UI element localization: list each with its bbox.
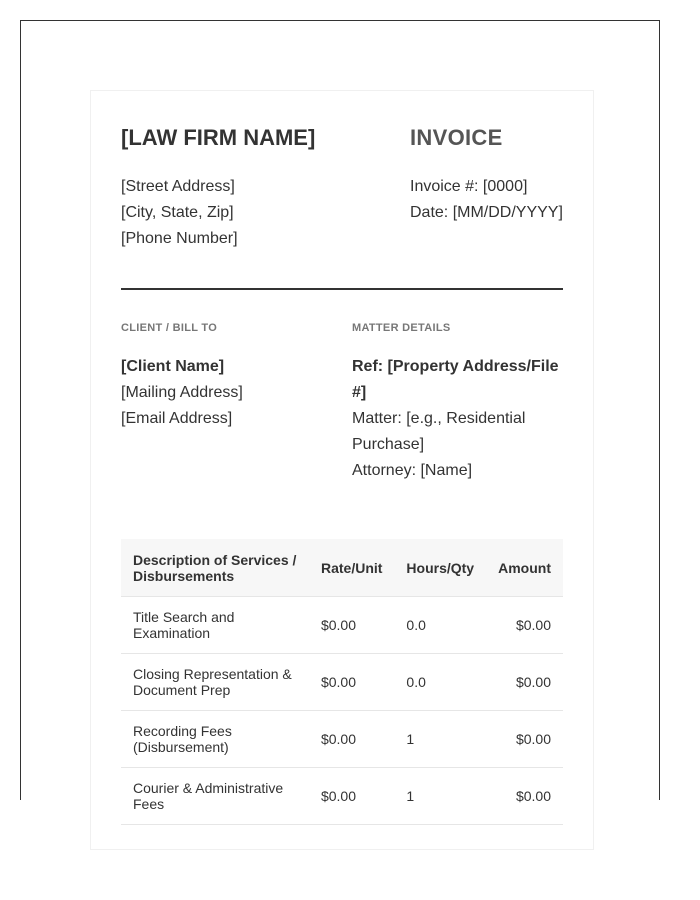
table-row	[121, 768, 563, 825]
table-row	[121, 654, 563, 711]
row-description: Closing Representation & Document Prep	[121, 654, 309, 711]
row-amount: $0.00	[486, 768, 563, 825]
firm-name: [LAW FIRM NAME]	[121, 125, 316, 150]
row-qty: 1	[394, 711, 486, 768]
invoice-date: Date: [MM/DD/YYYY]	[410, 204, 563, 221]
row-qty: 1	[394, 768, 486, 825]
row-rate: $0.00	[309, 654, 394, 711]
client-email: [Email Address]	[121, 410, 233, 427]
matter-attorney: Attorney: [Name]	[352, 462, 473, 479]
row-amount: $0.00	[486, 654, 563, 711]
matter-section-label: MATTER DETAILS	[352, 322, 451, 334]
invoice-number: Invoice #: [0000]	[410, 178, 528, 195]
client-block	[121, 354, 243, 432]
client-mailing: [Mailing Address]	[121, 384, 243, 401]
row-qty: 0.0	[394, 654, 486, 711]
row-amount: $0.00	[486, 597, 563, 654]
services-table	[121, 539, 563, 825]
client-section-label: CLIENT / BILL TO	[121, 322, 218, 334]
document-viewport	[20, 20, 660, 812]
matter-block	[352, 354, 567, 484]
table-row	[121, 597, 563, 654]
row-description: Title Search and Examination	[121, 597, 309, 654]
client-name: [Client Name]	[121, 358, 225, 375]
firm-street: [Street Address]	[121, 178, 235, 195]
header-qty: Hours/Qty	[394, 539, 486, 597]
row-qty: 0.0	[394, 597, 486, 654]
row-rate: $0.00	[309, 711, 394, 768]
header-amount: Amount	[486, 539, 563, 597]
header-rate: Rate/Unit	[309, 539, 394, 597]
row-rate: $0.00	[309, 768, 394, 825]
table-row	[121, 711, 563, 768]
row-amount: $0.00	[486, 711, 563, 768]
table-header-row	[121, 539, 563, 597]
row-description: Courier & Administrative Fees	[121, 768, 309, 825]
header-divider	[121, 288, 563, 290]
matter-ref: Ref: [Property Address/File #]	[352, 358, 559, 401]
row-rate: $0.00	[309, 597, 394, 654]
matter-type: Matter: [e.g., Residential Purchase]	[352, 410, 526, 453]
firm-city: [City, State, Zip]	[121, 204, 234, 221]
invoice-sheet	[90, 90, 594, 850]
invoice-title: INVOICE	[410, 125, 503, 150]
header-description: Description of Services / Disbursements	[121, 539, 309, 597]
invoice-meta-block	[410, 174, 563, 226]
row-description: Recording Fees (Disbursement)	[121, 711, 309, 768]
firm-phone: [Phone Number]	[121, 230, 238, 247]
firm-address-block	[121, 174, 238, 252]
